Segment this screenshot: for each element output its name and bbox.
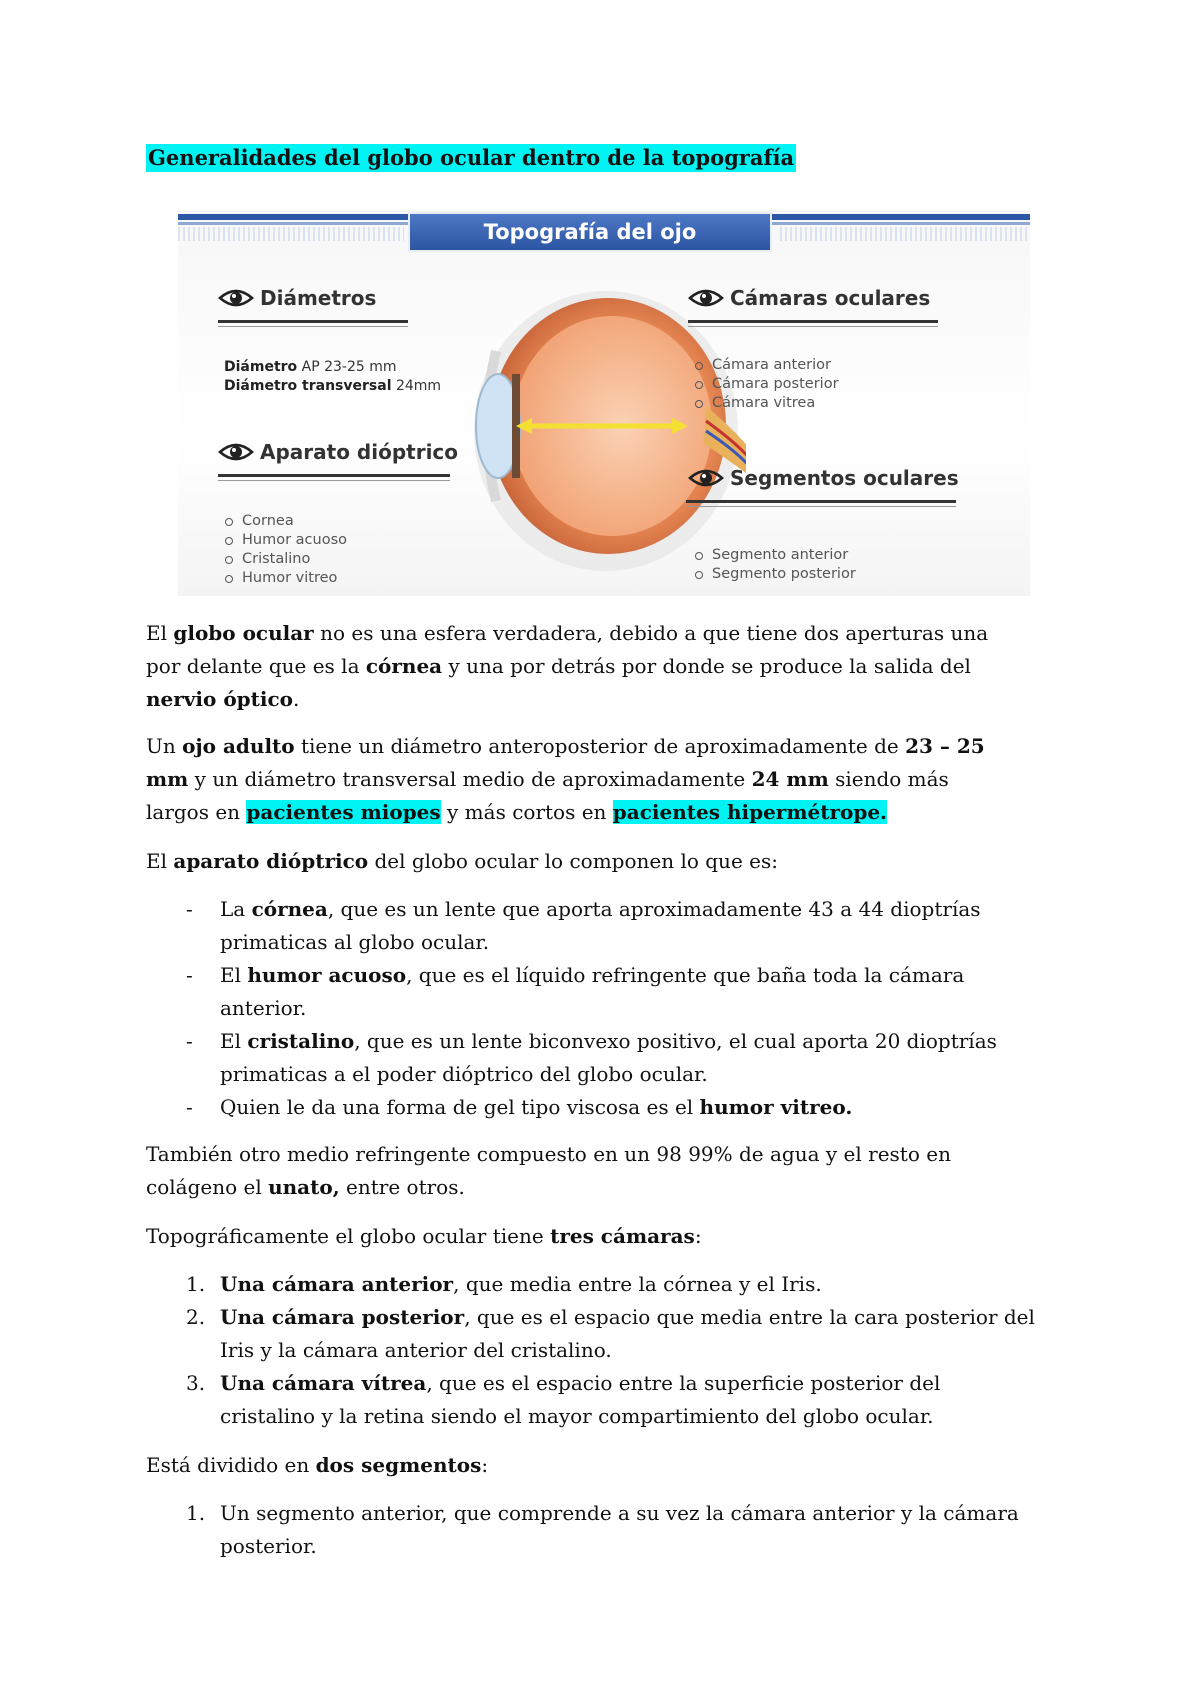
figure-hatch-left bbox=[178, 227, 404, 241]
text: : bbox=[481, 1453, 489, 1477]
paragraph-globo-ocular bbox=[146, 617, 988, 716]
text: , que es el espacio que media entre la cara posterior del bbox=[464, 1305, 1035, 1329]
text: , que es un lente que aporta aproximadamente 43 a 44 dioptrías bbox=[327, 897, 981, 921]
list-item bbox=[146, 1091, 997, 1124]
text: Quien le da una forma de gel tipo viscosa es el bbox=[220, 1095, 700, 1119]
aparato-heading-label: Aparato dióptrico bbox=[260, 440, 459, 464]
camaras-heading bbox=[688, 286, 930, 310]
bold-text: córnea bbox=[251, 897, 328, 921]
bold-text: aparato dióptrico bbox=[173, 849, 369, 873]
dash-marker: - bbox=[186, 897, 193, 921]
paragraph-ojo-adulto bbox=[146, 730, 985, 829]
text: El bbox=[220, 963, 248, 987]
text: entre otros. bbox=[339, 1175, 465, 1199]
diametros-heading-label: Diámetros bbox=[260, 286, 377, 310]
highlighted-text: pacientes hipermétrope. bbox=[612, 800, 888, 824]
text: : bbox=[694, 1224, 702, 1248]
list-item bbox=[146, 959, 997, 1025]
paragraph-medio-refringente bbox=[146, 1138, 951, 1204]
aparato-rule bbox=[218, 474, 450, 477]
segmentos-rule-thin bbox=[686, 506, 956, 507]
dash-marker: - bbox=[186, 1029, 193, 1053]
list-item bbox=[146, 1367, 1035, 1433]
text: primaticas al globo ocular. bbox=[220, 930, 490, 954]
paragraph-tres-camaras bbox=[146, 1220, 702, 1253]
aparato-item: Cristalino bbox=[222, 550, 347, 569]
bold-text: dos segmentos bbox=[315, 1453, 482, 1477]
diametro-ap-line bbox=[224, 358, 441, 377]
text: El bbox=[220, 1029, 248, 1053]
camaras-rule bbox=[688, 320, 938, 323]
camaras-numbered-list bbox=[146, 1268, 1035, 1433]
text: , que es el líquido refringente que baña toda la cámara bbox=[406, 963, 965, 987]
camaras-rule-thin bbox=[688, 326, 938, 327]
eye-icon bbox=[218, 441, 254, 463]
text: El bbox=[146, 621, 174, 645]
camara-item: Cámara anterior bbox=[692, 356, 839, 375]
highlighted-text: pacientes miopes bbox=[246, 800, 441, 824]
bold-text: mm bbox=[146, 767, 189, 791]
diametros-text bbox=[224, 358, 441, 396]
text: Un segmento anterior, que comprende a su vez la cámara anterior y la cámara bbox=[220, 1501, 1019, 1525]
section-title-wrap bbox=[146, 144, 796, 172]
text: El bbox=[146, 849, 174, 873]
figure-title: Topografía del ojo bbox=[408, 212, 772, 252]
aparato-dioptrico-list bbox=[146, 893, 997, 1124]
paragraph-aparato-dioptrico bbox=[146, 845, 778, 878]
text: Está dividido en bbox=[146, 1453, 316, 1477]
text: colágeno el bbox=[146, 1175, 269, 1199]
text: , que es el espacio entre la superficie posterior del bbox=[426, 1371, 941, 1395]
segmentos-rule bbox=[686, 500, 956, 503]
text: por delante que es la bbox=[146, 654, 366, 678]
text: no es una esfera verdadera, debido a que tiene dos aperturas una bbox=[313, 621, 989, 645]
bold-text: humor acuoso bbox=[247, 963, 407, 987]
bold-text: unato, bbox=[268, 1175, 340, 1199]
text: siendo más bbox=[828, 767, 949, 791]
segmentos-numbered-list bbox=[146, 1497, 1019, 1563]
bold-text: Una cámara vítrea bbox=[220, 1371, 427, 1395]
camara-item: Cámara vitrea bbox=[692, 394, 839, 413]
text: del globo ocular lo componen lo que es: bbox=[368, 849, 778, 873]
list-item bbox=[146, 1268, 1035, 1301]
number-marker: 3. bbox=[186, 1371, 206, 1395]
list-item bbox=[146, 1497, 1019, 1563]
list-item bbox=[146, 893, 997, 959]
diametro-transversal-label: Diámetro transversal bbox=[224, 378, 392, 394]
text: posterior. bbox=[220, 1534, 317, 1558]
bold-text: nervio óptico bbox=[146, 687, 294, 711]
camaras-list bbox=[692, 356, 839, 413]
aparato-item: Humor vitreo bbox=[222, 569, 347, 588]
bold-text: Una cámara anterior bbox=[220, 1272, 454, 1296]
number-marker: 2. bbox=[186, 1305, 206, 1329]
paragraph-dos-segmentos bbox=[146, 1449, 488, 1482]
eye-icon bbox=[218, 287, 254, 309]
text: , que media entre la córnea y el Iris. bbox=[453, 1272, 822, 1296]
bold-text: córnea bbox=[365, 654, 443, 678]
aparato-list bbox=[222, 512, 347, 588]
text: La bbox=[220, 897, 252, 921]
camaras-heading-label: Cámaras oculares bbox=[730, 286, 931, 310]
eye-icon bbox=[688, 467, 724, 489]
bold-text: Una cámara posterior bbox=[220, 1305, 465, 1329]
text: , que es un lente biconvexo positivo, el cual aporta 20 dioptrías bbox=[354, 1029, 997, 1053]
text: Topográficamente el globo ocular tiene bbox=[146, 1224, 551, 1248]
bold-text: cristalino bbox=[247, 1029, 355, 1053]
text: primaticas a el poder dióptrico del globo ocular. bbox=[220, 1062, 708, 1086]
bold-text: 23 – 25 bbox=[905, 734, 985, 758]
list-item bbox=[146, 1301, 1035, 1367]
text: y una por detrás por donde se produce la salida del bbox=[442, 654, 971, 678]
diametro-ap-label: Diámetro bbox=[224, 359, 298, 375]
dash-marker: - bbox=[186, 963, 193, 987]
text: Un bbox=[146, 734, 183, 758]
text: tiene un diámetro anteroposterior de aproximadamente de bbox=[294, 734, 906, 758]
segmentos-list bbox=[692, 546, 856, 584]
number-marker: 1. bbox=[186, 1272, 206, 1296]
bold-text: globo ocular bbox=[173, 621, 314, 645]
text: largos en bbox=[146, 800, 247, 824]
diametro-transversal-value: 24mm bbox=[391, 378, 442, 394]
eye-topography-figure bbox=[178, 210, 1030, 596]
diametros-rule-thin bbox=[218, 326, 408, 327]
section-title: Generalidades del globo ocular dentro de la topografía bbox=[148, 145, 795, 170]
diametro-ap-value: AP 23-25 mm bbox=[297, 359, 397, 375]
bold-text: 24 mm bbox=[751, 767, 829, 791]
list-item bbox=[146, 1025, 997, 1091]
number-marker: 1. bbox=[186, 1501, 206, 1525]
diametro-transversal-line bbox=[224, 377, 441, 396]
segmento-item: Segmento anterior bbox=[692, 546, 856, 565]
text: y un diámetro transversal medio de aproximadamente bbox=[188, 767, 752, 791]
diametros-heading bbox=[218, 286, 376, 310]
aparato-item: Cornea bbox=[222, 512, 347, 531]
bold-text: humor vitreo. bbox=[699, 1095, 853, 1119]
text: y más cortos en bbox=[440, 800, 613, 824]
text: Iris y la cámara anterior del cristalino. bbox=[220, 1338, 612, 1362]
segmentos-heading bbox=[688, 466, 959, 490]
bold-text: ojo adulto bbox=[182, 734, 295, 758]
text: cristalino y la retina siendo el mayor compartimiento del globo ocular. bbox=[220, 1404, 934, 1428]
aparato-rule-thin bbox=[218, 480, 450, 481]
camara-item: Cámara posterior bbox=[692, 375, 839, 394]
aparato-heading bbox=[218, 440, 458, 464]
text: anterior. bbox=[220, 996, 307, 1020]
segmento-item: Segmento posterior bbox=[692, 565, 856, 584]
text: También otro medio refringente compuesto en un 98 99% de agua y el resto en bbox=[146, 1142, 951, 1166]
figure-hatch-right bbox=[780, 227, 1030, 241]
dash-marker: - bbox=[186, 1095, 193, 1119]
segmentos-heading-label: Segmentos oculares bbox=[730, 466, 959, 490]
diametros-rule bbox=[218, 320, 408, 323]
bold-text: tres cámaras bbox=[550, 1224, 695, 1248]
aparato-item: Humor acuoso bbox=[222, 531, 347, 550]
eye-icon bbox=[688, 287, 724, 309]
text: . bbox=[293, 687, 300, 711]
